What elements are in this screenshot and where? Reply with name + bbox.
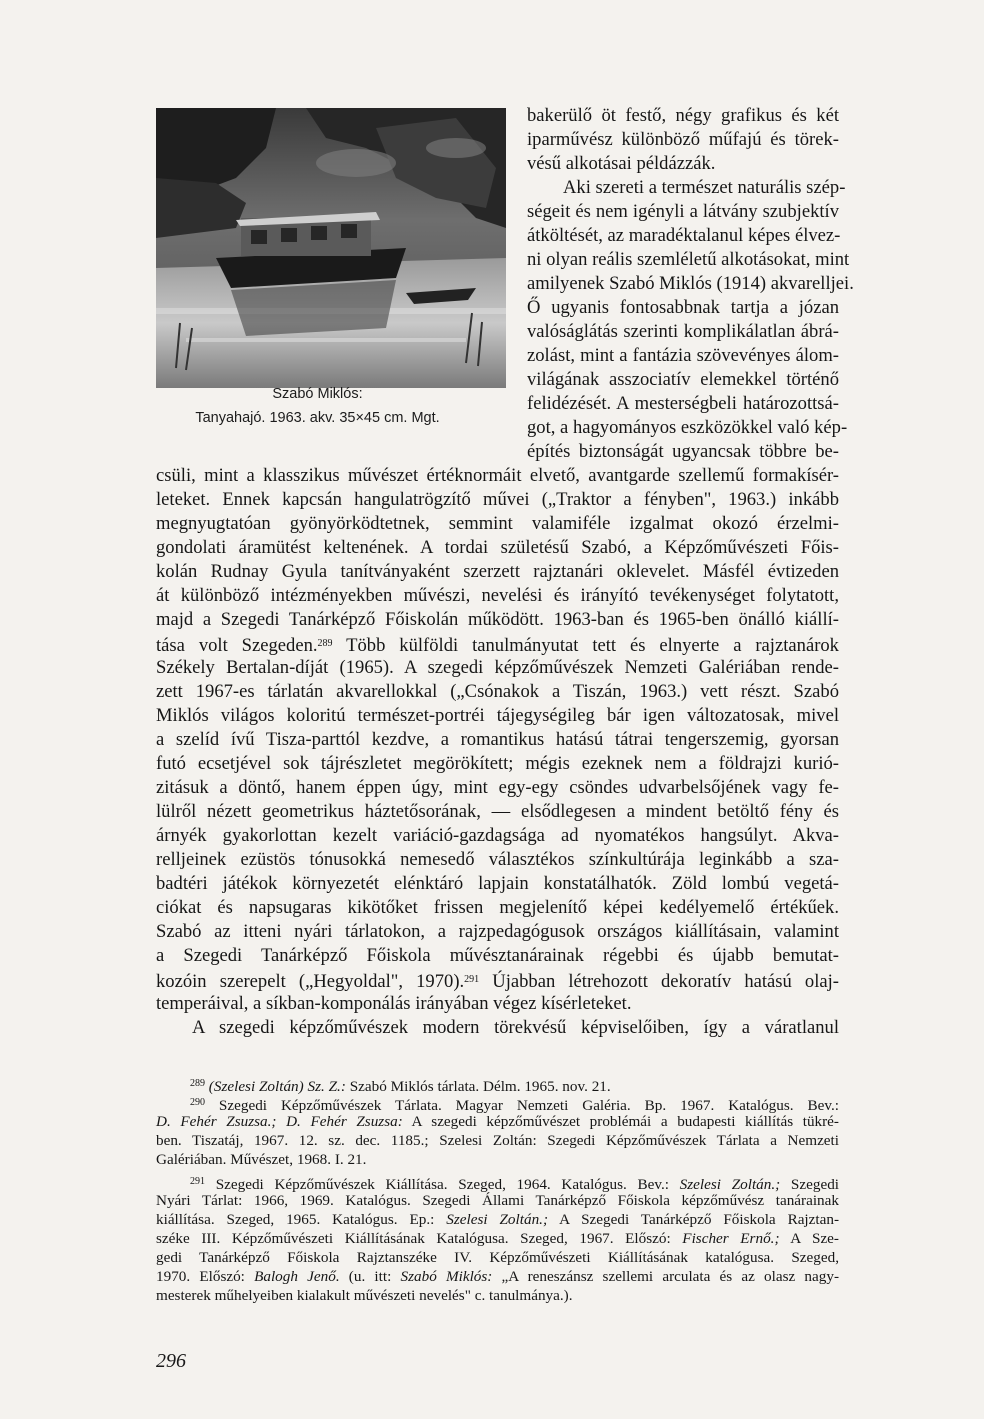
text-line: ciókat és napsugaras kikötőket frissen megjelenítő képei kedélyemelő értékűek. bbox=[156, 897, 839, 918]
text-segment: Több külföldi tanulmányutat tett és elnyerte a rajztanárok bbox=[332, 635, 839, 656]
text-line bbox=[156, 632, 839, 658]
caption-title: Tanyahajó. 1963. akv. 35×45 cm. Mgt. bbox=[195, 410, 440, 426]
text-line: Székely Bertalan-díját (1965). A szegedi képzőművészek Nemzeti Galériában rende- bbox=[156, 657, 839, 678]
footnote-ref-291: 291 bbox=[464, 974, 480, 985]
text-line: badtéri játékok környezetét elénktáró lapjain konstatálhatók. Zöld lombú vegetá- bbox=[156, 873, 839, 894]
text-line: megnyugtatóan gyönyörködtetnek, semmint valamiféle izgalmat okozó érzelmi- bbox=[156, 513, 839, 534]
text-line: világának asszociatív elemekkel történő bbox=[527, 369, 839, 390]
text-line: ni olyan reális szemléletű alkotásokat, mint bbox=[527, 249, 850, 270]
text-segment: Újabban létrehozott dekoratív hatású olaj- bbox=[479, 971, 839, 992]
text-line: Miklós világos koloritú természet-portréi tájegységileg bár igen változatosak, mivel bbox=[156, 705, 839, 726]
text-line: Szabó az itteni nyári tárlatokon, a rajzpedagógusok országos kiállításain, valamint bbox=[156, 921, 839, 942]
text-line: got, a hagyományos eszközökkel való kép- bbox=[527, 417, 848, 438]
text-line: a szelíd ívű Tisza-parttól kezdve, a romantikus hatású tátrai tengerszemig, gyorsan bbox=[156, 729, 839, 750]
text-line: csüli, mint a klasszikus művészet értéknormáit elvető, avantgarde szellemű formakísér- bbox=[156, 465, 839, 486]
text-line: leteket. Ennek kapcsán hangulatrögzítő művei („Traktor a fényben", 1963.) inkább bbox=[156, 489, 839, 510]
text-line: árnyék gyakorlottan kezelt variáció-gazdagsága ad nyomatékos hangsúlyt. Akva- bbox=[156, 825, 839, 846]
text-line: A szegedi képzőművészek modern törekvésű képviselőiben, így a váratlanul bbox=[192, 1017, 839, 1038]
text-line: a Szegedi Tanárképző Főiskola művésztanárainak régebbi és újabb bemutat- bbox=[156, 945, 839, 966]
footnote-line: 1970. Előszó: Balogh Jenő. (u. itt: Szabó Miklós: „A reneszánsz szellemi arculata és az olasz nagy- bbox=[156, 1268, 840, 1285]
footnote-291: $^{291}$ Szegedi Képzőművészek Kiállítása. Szeged, 1964. Katalógus. Bev.: Szelesi Zoltán.; Szegedi bbox=[190, 1176, 840, 1193]
figure-caption bbox=[140, 382, 495, 430]
caption-author: Szabó Miklós: bbox=[272, 386, 363, 402]
footnote-line: ben. Tiszatáj, 1967. 12. sz. dec. 1185.; Szelesi Zoltán: Szegedi Képzőművészek Tárlata a Nemzeti bbox=[156, 1132, 839, 1149]
text-line: zitásuk a döntő, hanem éppen úgy, mint egy-egy csöndes udvarbelsőjének vagy fe- bbox=[156, 777, 839, 798]
text-line: Aki szereti a természet naturális szép- bbox=[563, 177, 846, 198]
text-segment: tása volt Szegeden. bbox=[156, 635, 318, 656]
painting-figure bbox=[156, 108, 506, 388]
text-line: valóságlátás szerinti komplikálatlan ábrá- bbox=[527, 321, 839, 342]
footnote-line: gedi Tanárképző Főiskola Rajztanszéke IV. Képzőművészeti Kiállításának katalógusa. Szeged, bbox=[156, 1249, 839, 1266]
footnote-line: kiállítása. Szeged, 1965. Katalógus. Ep.: Szelesi Zoltán.; A Szegedi Tanárképző Főiskola Rajztan- bbox=[156, 1211, 840, 1228]
text-line: futó ecsetjével sok tájrészletet megörökített; mégis ezeknek nem a földrajzi kurió- bbox=[156, 753, 839, 774]
text-line: iparművész különböző műfajú és törek- bbox=[527, 129, 839, 150]
text-line: zolást, mint a fantázia szövevényes álom- bbox=[527, 345, 839, 366]
text-line: át különböző intézményekben művészi, nevelési és irányító tevékenységet folytatott, bbox=[156, 585, 839, 606]
text-line: ségeit és nem igényli a látvány szubjektív bbox=[527, 201, 839, 222]
footnote-290: $^{290}$ Szegedi Képzőművészek Tárlata. Magyar Nemzeti Galéria. Bp. 1967. Katalógus. Bev.: bbox=[190, 1097, 839, 1114]
text-line: amilyenek Szabó Miklós (1914) akvarelljei. bbox=[527, 273, 854, 294]
footnote-line: mesterek műhelyeiben kialakult művészeti nevelés" c. tanulmánya.). bbox=[156, 1287, 573, 1304]
text-line: relljeinek ezüstös tónusokká nemesedő választékos színkultúrája leginkább a sza- bbox=[156, 849, 839, 870]
footnote-line: D. Fehér Zsuzsa.; D. Fehér Zsuzsa: A szegedi képzőművészet problémái a budapesti kiállítás tükré- bbox=[156, 1113, 839, 1130]
footnote-line: Galériában. Művészet, 1968. I. 21. bbox=[156, 1151, 367, 1168]
footnote-line: Nyári Tárlat: 1966, 1969. Katalógus. Szegedi Állami Tanárképző Főiskola képzőművész tanárainak bbox=[156, 1192, 839, 1209]
text-line: majd a Szegedi Tanárképző Főiskolán működött. 1963-ban és 1965-ben önálló kiállí- bbox=[156, 609, 839, 630]
text-line: temperáival, a síkban-komponálás irányában végez kísérleteket. bbox=[156, 993, 632, 1014]
text-line: gondolati áramütést keltenének. A tordai születésű Szabó, a Képzőművészeti Főis- bbox=[156, 537, 839, 558]
text-segment: kozóin szerepelt („Hegyoldal", 1970). bbox=[156, 971, 465, 992]
text-line: lülről nézett geometrikus háztetősorának, — elsődlegesen a mindent betöltő fény és bbox=[156, 801, 839, 822]
page-number: 296 bbox=[156, 1350, 186, 1372]
text-line: vésű alkotásai példázzák. bbox=[527, 153, 716, 174]
text-line: átköltését, az maradéktalanul képes élvez- bbox=[527, 225, 841, 246]
text-line: zett 1967-es tárlatán akvarellokkal („Csónakok a Tiszán, 1963.) vett részt. Szabó bbox=[156, 681, 839, 702]
footnote-ref-289: 289 bbox=[317, 638, 333, 649]
text-line: kolán Rudnay Gyula tanítványaként szerzett rajztanári oklevelet. Másfél évtizeden bbox=[156, 561, 839, 582]
text-line bbox=[156, 968, 839, 994]
houseboat-painting-image bbox=[156, 108, 506, 388]
footnote-289: $^{289}$ (Szelesi Zoltán) Sz. Z.: Szabó Miklós tárlata. Délm. 1965. nov. 21. bbox=[190, 1078, 611, 1095]
text-line: felidézését. A mesterségbeli határozottsá- bbox=[527, 393, 839, 414]
text-line: bakerülő öt festő, négy grafikus és két bbox=[527, 105, 839, 126]
text-line: építés biztonságát ugyancsak többre be- bbox=[527, 441, 839, 462]
footnote-line: széke III. Képzőművészeti Kiállításának Katalógusa. Szeged, 1967. Előszó: Fischer Ernő.; A Sze- bbox=[156, 1230, 839, 1247]
text-line: Ő ugyanis fontosabbnak tartja a józan bbox=[527, 297, 839, 318]
